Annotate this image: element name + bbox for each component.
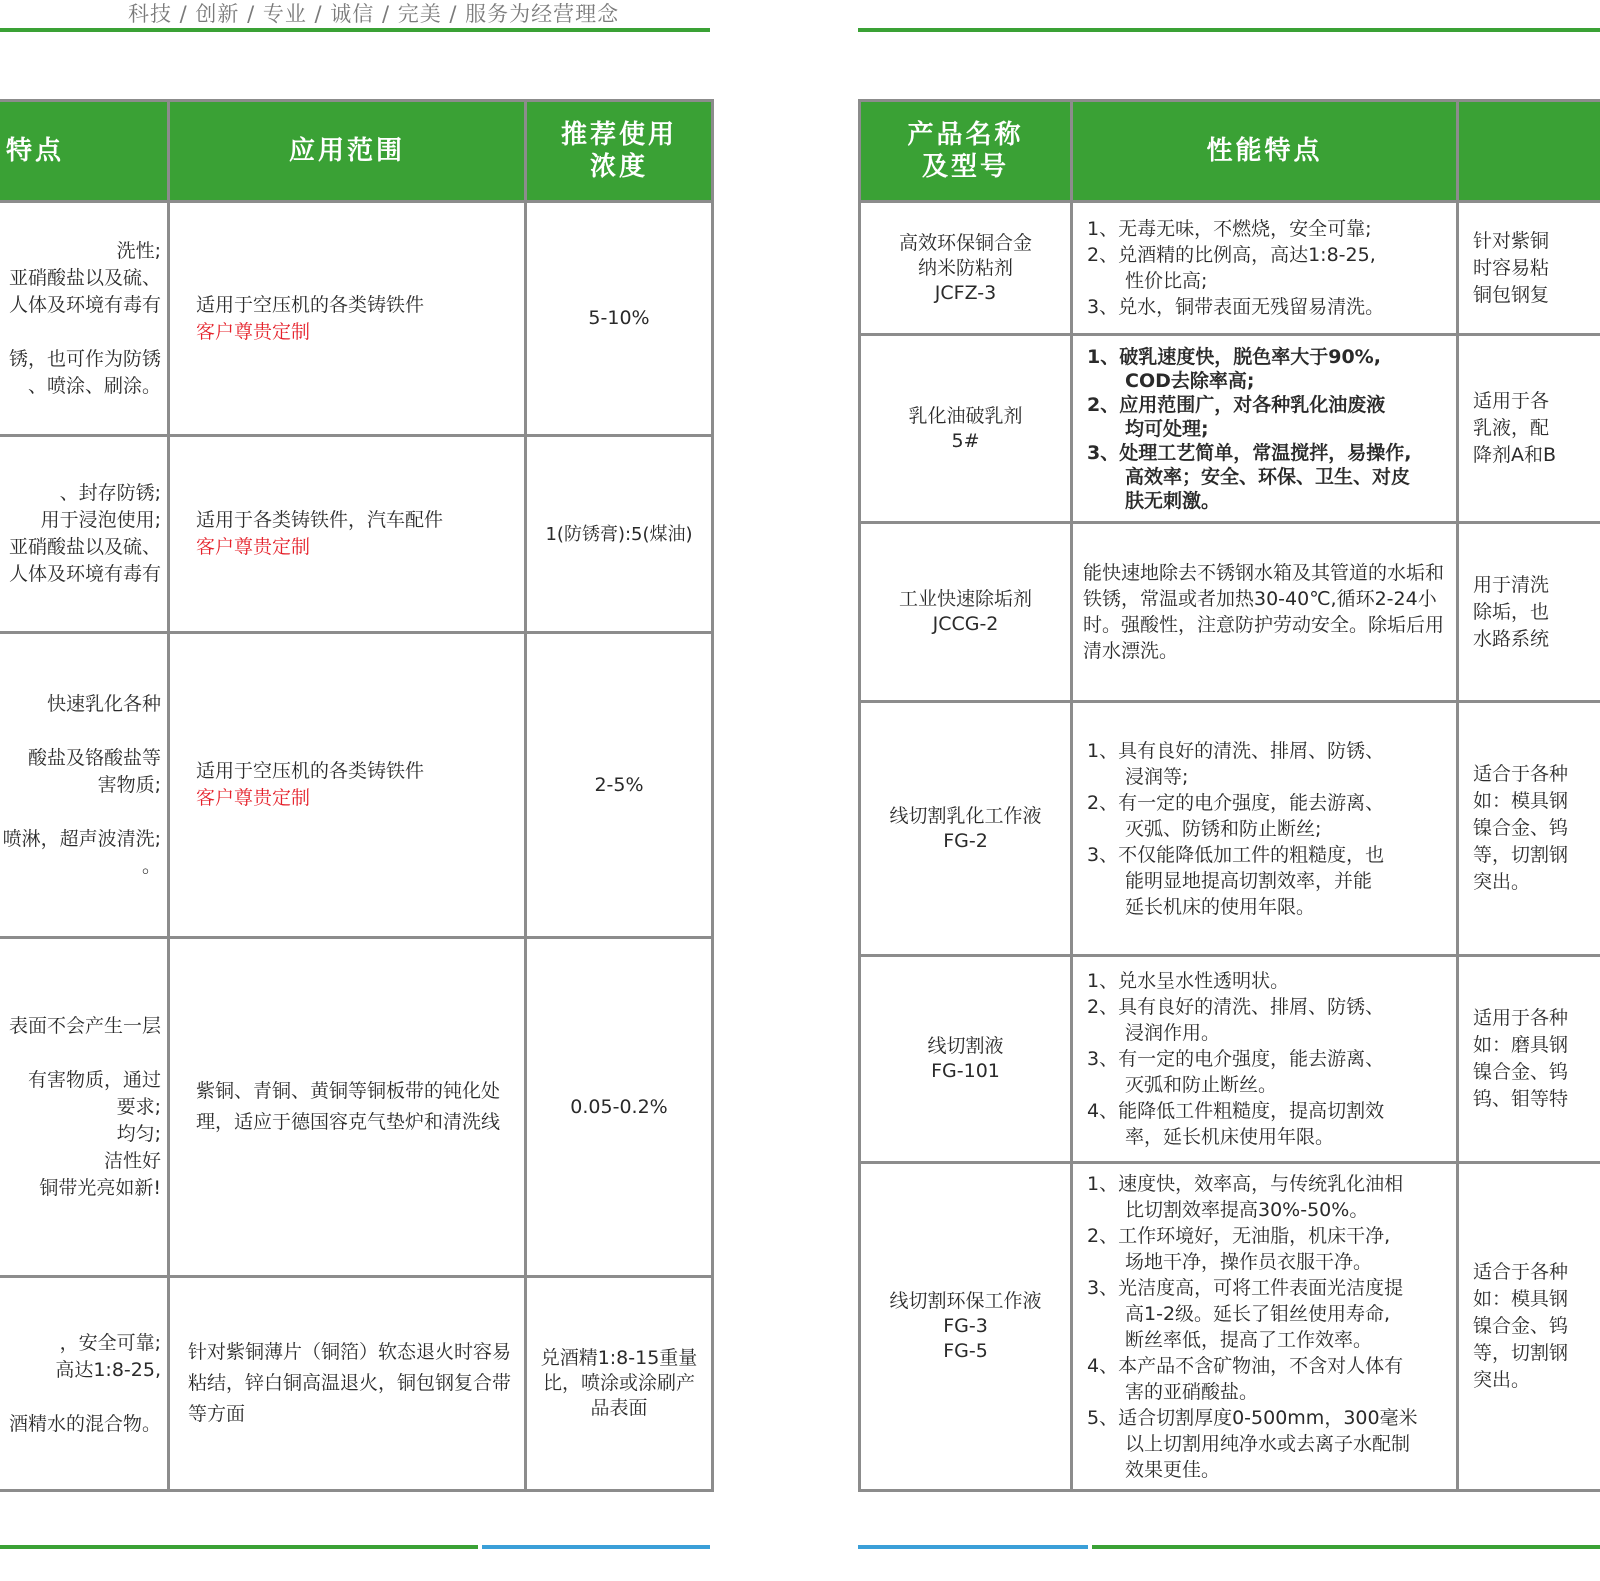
product-name-line: 工业快速除垢剂 xyxy=(898,588,1032,610)
application-line: 镍合金、钨 xyxy=(1473,1315,1569,1337)
custom-label: 客户尊贵定制 xyxy=(196,536,311,558)
performance-line: 3、光洁度高，可将工件表面光洁度提 xyxy=(1087,1276,1404,1299)
feature-line: 亚硝酸盐以及硫、 xyxy=(8,266,161,289)
header-application-partial xyxy=(1458,101,1600,202)
feature-line: 酒精水的混合物。 xyxy=(8,1412,161,1435)
product-name-line: JCCG-2 xyxy=(932,613,999,635)
performance-line: 肤无刺激。 xyxy=(1125,489,1221,512)
performance-line: 1、破乳速度快，脱色率大于90%, xyxy=(1087,345,1381,368)
application-line: 突出。 xyxy=(1473,1369,1531,1391)
feature-line: 酸盐及铬酸盐等 xyxy=(27,746,161,769)
concentration-cell: 5-10% xyxy=(526,202,713,436)
feature-line: 快速乳化各种 xyxy=(46,692,161,715)
concentration-cell: 兑酒精1:8-15重量比，喷涂或涂刷产品表面 xyxy=(526,1277,713,1491)
application-cell: 针对紫铜薄片（铜箔）软态退火时容易粘结，锌白铜高温退火，铜包钢复合带等方面 xyxy=(169,1277,526,1491)
application-partial-cell xyxy=(1458,335,1600,523)
concentration-cell: 1(防锈膏):5(煤油) xyxy=(526,436,713,633)
performance-line: 4、本产品不含矿物油，不含对人体有 xyxy=(1087,1354,1404,1377)
application-line: 等，切割钢 xyxy=(1473,1342,1569,1364)
application-line: 钨、钼等特 xyxy=(1473,1088,1569,1110)
performance-line: 5、适合切割厚度0-500mm，300毫米 xyxy=(1087,1406,1418,1429)
performance-line: 3、处理工艺简单，常温搅拌，易操作, xyxy=(1087,441,1412,464)
performance-line: 2、兑酒精的比例高，高达1:8-25, xyxy=(1087,244,1376,266)
performance-line: 2、有一定的电介强度，能去游离、 xyxy=(1087,791,1385,814)
feature-line: 高达1:8-25, xyxy=(55,1358,161,1381)
application-cell: 适用于各类铸铁件，汽车配件 客户尊贵定制 xyxy=(169,436,526,633)
application-line: 镍合金、钨 xyxy=(1473,1061,1569,1083)
performance-cell: 能快速地除去不锈钢水箱及其管道的水垢和铁锈，常温或者加热30-40℃,循环2-24小时。强酸性，注意防护劳动安全。除垢后用清水漂洗。 xyxy=(1072,523,1458,702)
feature-line xyxy=(0,1040,161,1067)
application-line: 铜包钢复 xyxy=(1473,283,1550,306)
product-name-line: 纳米防粘剂 xyxy=(917,256,1013,279)
header-performance: 性能特点 xyxy=(1072,101,1458,202)
performance-line: 断丝率低，提高了工作效率。 xyxy=(1125,1328,1373,1351)
feature-line: 锈，也可作为防锈 xyxy=(8,347,161,370)
feature-cell xyxy=(0,938,169,1277)
table-row xyxy=(860,702,1600,956)
product-name-line: FG-3 xyxy=(943,1315,988,1337)
performance-line: 2、应用范围广，对各种乳化油废液 xyxy=(1087,393,1386,416)
slogan: 科技 / 创新 / 专业 / 诚信 / 完美 / 服务为经营理念 xyxy=(128,2,620,26)
performance-cell xyxy=(1072,202,1458,335)
custom-label: 客户尊贵定制 xyxy=(196,787,311,809)
feature-line xyxy=(0,1384,161,1411)
application-partial-cell xyxy=(1458,956,1600,1163)
application-partial-cell xyxy=(1458,1163,1600,1491)
performance-line: 4、能降低工件粗糙度，提高切割效 xyxy=(1087,1100,1385,1122)
product-name-line: 线切割乳化工作液 xyxy=(889,804,1042,827)
product-name-line: JCFZ-3 xyxy=(934,281,997,304)
application-line: 如：磨具钢 xyxy=(1473,1034,1569,1056)
performance-line: 高1-2级。延长了钼丝使用寿命, xyxy=(1125,1302,1391,1325)
performance-line: 比切割效率提高30%-50%。 xyxy=(1125,1198,1369,1221)
right-table-header xyxy=(860,101,1600,202)
feature-line: 铜带光亮如新! xyxy=(39,1176,161,1199)
application-line: 适用于各种 xyxy=(1473,1007,1569,1029)
footer-rule-right-blue xyxy=(858,1545,1088,1549)
header-rule-left xyxy=(0,28,710,32)
feature-line: 人体及环境有毒有 xyxy=(8,293,161,316)
feature-cell xyxy=(0,1277,169,1491)
feature-line: 害物质; xyxy=(97,773,161,796)
header-concentration: 推荐使用浓度 xyxy=(526,101,713,202)
product-name-cell xyxy=(860,202,1072,335)
application-line: 突出。 xyxy=(1473,871,1531,893)
left-product-table xyxy=(0,99,714,1492)
header-rule-right xyxy=(858,28,1600,32)
feature-line: 有害物质，通过 xyxy=(27,1068,161,1091)
application-line: 时容易粘 xyxy=(1473,256,1550,279)
performance-line: 效果更佳。 xyxy=(1125,1458,1221,1481)
performance-line: 灭弧、防锈和防止断丝; xyxy=(1125,817,1322,840)
performance-line: 3、兑水，铜带表面无残留易清洗。 xyxy=(1087,296,1385,318)
product-name-line: 线切割液 xyxy=(927,1035,1004,1057)
feature-line xyxy=(0,799,161,826)
product-name-line: FG-101 xyxy=(931,1060,1000,1082)
feature-line: 、封存防锈; xyxy=(59,482,161,504)
feature-cell xyxy=(0,436,169,633)
performance-line: 场地干净，操作员衣服干净。 xyxy=(1125,1250,1373,1273)
performance-line: 延长机床的使用年限。 xyxy=(1125,895,1316,918)
application-line: 适合于各种 xyxy=(1473,1261,1569,1283)
table-row xyxy=(0,633,713,938)
performance-line: 浸润作用。 xyxy=(1125,1022,1221,1044)
application-cell: 紫铜、青铜、黄铜等铜板带的钝化处理，适应于德国容克气垫炉和清洗线 xyxy=(169,938,526,1277)
feature-cell xyxy=(0,202,169,436)
feature-line: 人体及环境有毒有 xyxy=(8,563,161,585)
application-cell: 适用于空压机的各类铸铁件 客户尊贵定制 xyxy=(169,202,526,436)
application-line: 如：模具钢 xyxy=(1473,790,1569,812)
application-line: 镍合金、钨 xyxy=(1473,817,1569,839)
application-line: 用于清洗 xyxy=(1473,573,1550,596)
table-row xyxy=(860,956,1600,1163)
application-line: 针对紫铜 xyxy=(1473,229,1550,252)
performance-line: 性价比高; xyxy=(1125,270,1208,292)
performance-line: 1、无毒无味，不燃烧，安全可靠; xyxy=(1087,218,1372,240)
feature-line: 、喷涂、刷涂。 xyxy=(27,374,161,397)
application-line: 水路系统 xyxy=(1473,627,1550,650)
table-row xyxy=(0,938,713,1277)
performance-cell xyxy=(1072,956,1458,1163)
performance-line: COD去除率高; xyxy=(1125,369,1255,392)
performance-line: 浸润等; xyxy=(1125,765,1189,788)
product-name-line: FG-5 xyxy=(943,1340,988,1362)
application-line: 等，切割钢 xyxy=(1473,844,1569,866)
product-name-cell xyxy=(860,702,1072,956)
concentration-cell: 2-5% xyxy=(526,633,713,938)
performance-line: 率，延长机床使用年限。 xyxy=(1125,1126,1335,1148)
header-application: 应用范围 xyxy=(169,101,526,202)
performance-line: 均可处理; xyxy=(1125,417,1209,440)
performance-line: 害的亚硝酸盐。 xyxy=(1125,1380,1259,1403)
feature-line xyxy=(0,718,161,745)
performance-line: 灭弧和防止断丝。 xyxy=(1125,1074,1278,1096)
product-name-line: 5# xyxy=(951,429,980,452)
feature-cell xyxy=(0,633,169,938)
performance-cell xyxy=(1072,1163,1458,1491)
footer-rule-left-blue xyxy=(482,1545,710,1549)
feature-line: 洗性; xyxy=(116,239,161,262)
product-name-line: 高效环保铜合金 xyxy=(898,231,1032,254)
footer-rule-right-green xyxy=(1092,1545,1600,1549)
concentration-cell: 0.05-0.2% xyxy=(526,938,713,1277)
footer-rule-left-green xyxy=(0,1545,478,1549)
performance-line: 3、不仅能降低加工件的粗糙度，也 xyxy=(1087,843,1385,866)
feature-line xyxy=(0,319,161,346)
header-feature: 特点 xyxy=(0,101,169,202)
feature-line: 洁性好 xyxy=(103,1149,161,1172)
performance-line: 高效率；安全、环保、卫生、对皮 xyxy=(1125,465,1411,488)
application-line: 除垢，也 xyxy=(1473,600,1550,623)
feature-line: 。 xyxy=(141,854,161,877)
performance-line: 1、兑水呈水性透明状。 xyxy=(1087,970,1290,992)
performance-cell xyxy=(1072,335,1458,523)
performance-line: 1、速度快，效率高，与传统乳化油相 xyxy=(1087,1172,1404,1195)
application-partial-cell xyxy=(1458,523,1600,702)
performance-line: 1、具有良好的清洗、排屑、防锈、 xyxy=(1087,739,1385,762)
table-row xyxy=(860,335,1600,523)
custom-label: 客户尊贵定制 xyxy=(196,320,311,343)
header-product-name: 产品名称及型号 xyxy=(860,101,1072,202)
table-row xyxy=(0,202,713,436)
application-partial-cell xyxy=(1458,202,1600,335)
feature-line: 用于浸泡使用; xyxy=(40,509,161,531)
table-row xyxy=(0,1277,713,1491)
product-name-line: FG-2 xyxy=(943,829,988,852)
feature-line: 表面不会产生一层 xyxy=(8,1014,161,1037)
application-line: 适合于各种 xyxy=(1473,763,1569,785)
feature-line: 喷淋，超声波清洗; xyxy=(2,827,161,850)
left-table-header xyxy=(0,101,713,202)
performance-line: 3、有一定的电介强度，能去游离、 xyxy=(1087,1048,1385,1070)
feature-line: 亚硝酸盐以及硫、 xyxy=(8,536,161,558)
application-line: 如：模具钢 xyxy=(1473,1288,1569,1310)
feature-line: 均匀; xyxy=(116,1122,161,1145)
table-row xyxy=(860,202,1600,335)
feature-line: 要求; xyxy=(116,1095,161,1118)
feature-line: ，安全可靠; xyxy=(59,1331,161,1354)
product-name-line: 乳化油破乳剂 xyxy=(908,404,1023,427)
product-name-cell xyxy=(860,956,1072,1163)
application-partial-cell xyxy=(1458,702,1600,956)
product-name-cell xyxy=(860,335,1072,523)
product-name-cell xyxy=(860,1163,1072,1491)
table-row xyxy=(0,436,713,633)
product-name-line: 线切割环保工作液 xyxy=(889,1290,1042,1312)
application-line: 适用于各 xyxy=(1473,390,1550,412)
performance-line: 2、工作环境好，无油脂，机床干净, xyxy=(1087,1224,1391,1247)
performance-cell xyxy=(1072,702,1458,956)
table-row xyxy=(860,523,1600,702)
performance-line: 以上切割用纯净水或去离子水配制 xyxy=(1125,1432,1411,1455)
performance-line: 2、具有良好的清洗、排屑、防锈、 xyxy=(1087,996,1385,1018)
product-name-cell xyxy=(860,523,1072,702)
application-line: 乳液，配 xyxy=(1473,417,1550,439)
table-row xyxy=(860,1163,1600,1491)
right-table-viewport xyxy=(858,99,1600,1492)
performance-line: 能明显地提高切割效率，并能 xyxy=(1125,869,1373,892)
application-cell: 适用于空压机的各类铸铁件 客户尊贵定制 xyxy=(169,633,526,938)
application-line: 降剂A和B xyxy=(1473,444,1557,466)
right-product-table xyxy=(858,99,1600,1492)
